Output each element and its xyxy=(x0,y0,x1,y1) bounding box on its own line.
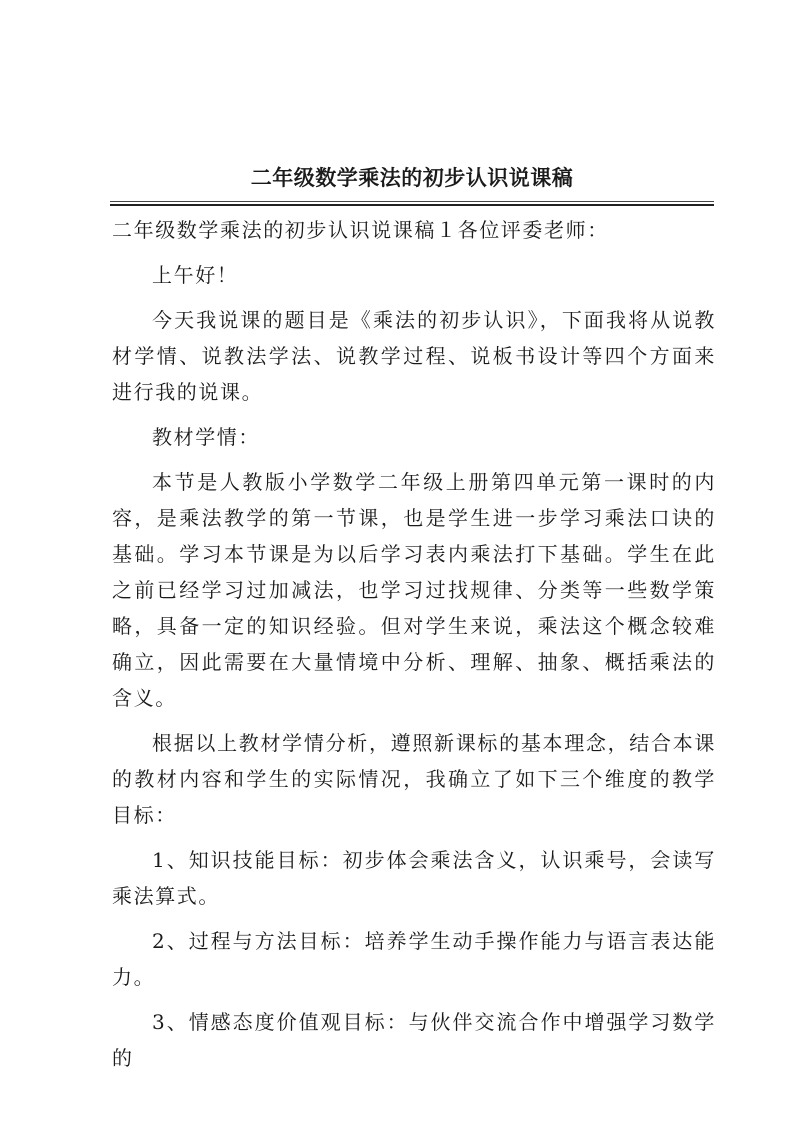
materials-paragraph: 本节是人教版小学数学二年级上册第四单元第一课时的内容，是乘法教学的第一节课，也是学生进一步学习乘法口诀的基础。学习本节课是为以后学习表内乘法打下基础。学生在此之前已经学习过加减法，也学习过找规律、分类等一些数学策略，具备一定的知识经验。但对学生来说，乘法这个概念较难确立，因此需要在大量情境中分析、理解、抽象、概括乘法的含义。 xyxy=(112,470,716,710)
greeting-paragraph: 上午好！ xyxy=(152,263,239,287)
objective-process: 2、过程与方法目标：培养学生动手操作能力与语言表达能力。 xyxy=(112,929,716,989)
objective-knowledge: 1、知识技能目标：初步体会乘法含义，认识乘号，会读写乘法算式。 xyxy=(112,848,716,908)
intro-paragraph: 今天我说课的题目是《乘法的初步认识》，下面我将从说教材学情、说教法学法、说教学过程、说板书设计等四个方面来进行我的说课。 xyxy=(112,308,716,404)
document-body xyxy=(112,212,716,1085)
section-heading-materials: 教材学情： xyxy=(152,425,260,449)
salutation-paragraph: 二年级数学乘法的初步认识说课稿１各位评委老师： xyxy=(112,218,609,242)
objectives-intro-paragraph: 根据以上教材学情分析，遵照新课标的基本理念，结合本课的教材内容和学生的实际情况，我确立了如下三个维度的教学目标： xyxy=(112,731,716,827)
title-divider-thick xyxy=(110,204,714,206)
document-title: 二年级数学乘法的初步认识说课稿 xyxy=(250,165,574,190)
title-divider-thin xyxy=(110,201,714,202)
objective-attitude: 3、情感态度价值观目标：与伙伴交流合作中增强学习数学的 xyxy=(112,1010,716,1070)
